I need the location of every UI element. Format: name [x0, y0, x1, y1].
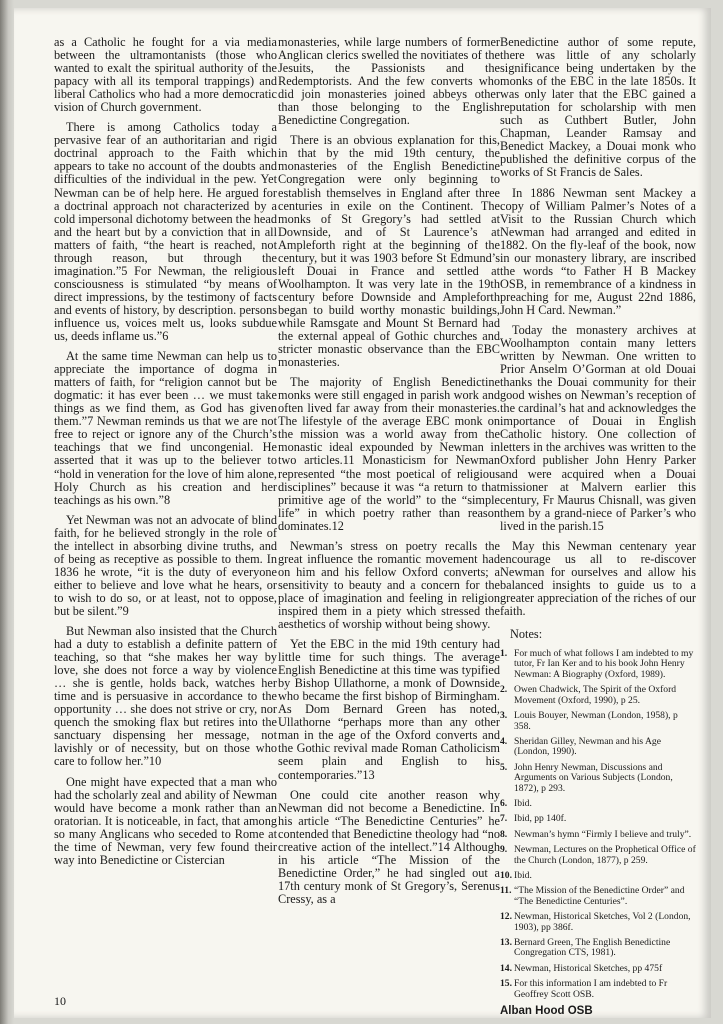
- paragraph: Today the monastery archives at Woolhampton contain many letters written by Newman. One written to Prior Anselm O’Gorman at old Douai thanks the Douai community for their good wishes on Newman’s reception of the cardinal’s hat and acknowledges the importance of Douai in English Catholic history. One collection of letters in the archives was written to the Oxford publisher John Henry Parker and were acquired when a Douai missioner at Malvern earlier this century, Fr Maurus Chisnall, was given them by a grand-niece of Parker’s who lived in the parish.15: [500, 322, 696, 533]
- note-text: For this information I am indebted to Fr Geoffrey Scott OSB.: [514, 978, 668, 1000]
- note-number: 1.: [500, 648, 508, 660]
- paragraph: May this Newman centenary year encourage us all to re-discover Newman for ourselves and allow his balanced insights to guide us to a greater appreciation of the riches of our faith.: [500, 538, 696, 618]
- note-item: [500, 912, 696, 933]
- note-number: 10.: [500, 869, 512, 881]
- note-text: Newman, Historical Sketches, Vol 2 (London, 1903), pp 386f.: [514, 911, 691, 933]
- note-item: [500, 871, 696, 881]
- note-number: 2.: [500, 684, 508, 696]
- note-text: Bernard Green, The English Benedictine Congregation CTS, 1981).: [514, 937, 671, 959]
- note-text: Ibid.: [514, 869, 532, 881]
- paragraph: Newman’s stress on poetry recalls the great influence the romantic movement had on him and his fellow Oxford converts; a sensitivity to beauty and a concern for the place of imagination and feeling in religion inspired them in a piety which stressed the aesthetics of worship without being showy.: [278, 538, 500, 632]
- paragraph: One could cite another reason why Newman did not become a Benedictine. In his article “The Benedictine Centuries” he contended that Benedictine theology had “no creative action of the intellect.”14 Although in his article “The Mission of the Benedictine Order,” he had singled out a 17th century monk of St Gregory’s, Serenus Cressy, as a: [278, 787, 500, 906]
- paragraph: One might have expected that a man who had the scholarly zeal and ability of Newman would have become a monk rather than an oratorian. It is noticeable, in fact, that among so many Anglicans who seceded to Rome at the time of Newman, very few found their way into Benedictine or Cistercian: [54, 774, 277, 867]
- note-text: For much of what follows I am indebted to my tutor, Fr Ian Ker and to his book John Henry Newman: A Biography (Oxford, 1989).: [514, 648, 694, 680]
- paragraph: Yet Newman was not an advocate of blind faith, for he believed strongly in the role of the intellect in absorbing divine truths, and of being as receptive as possible to them. In 1836 he wrote, “it is the duty of everyone either to believe and love what he hears, or to wish to do so, or at least, not to oppose, but be silent.”9: [54, 512, 277, 618]
- paragraph: Yet the EBC in the mid 19th century had little time for such things. The average English Benedictine at this time was typified by Bishop Ullathorne, a monk of Downside who became the first bishop of Birmingham. As Dom Bernard Green has noted, Ullathorne “perhaps more than any other man in the age of the Oxford converts and the Gothic revival made Roman Catholicism seem plain and English to his contemporaries.”13: [278, 637, 500, 782]
- note-number: 8.: [500, 828, 508, 840]
- note-text: Louis Bouyer, Newman (London, 1958), p 358.: [514, 710, 678, 732]
- note-text: “The Mission of the Benedictine Order” and “The Benedictine Centuries”.: [514, 885, 685, 907]
- note-number: 5.: [500, 761, 508, 773]
- notes-list: [500, 649, 696, 1000]
- paragraph: as a Catholic he fought for a via media between the ultramontanists (those who wanted to exalt the spiritual authority of the papacy with all its temporal trappings) and liberal Catholics who had a more democratic vision of Church government.: [54, 35, 277, 115]
- note-item: [500, 938, 696, 959]
- note-item: [500, 979, 696, 1000]
- note-number: 15.: [500, 978, 512, 990]
- note-item: [500, 830, 696, 840]
- note-number: 11.: [500, 885, 512, 897]
- text-column-3: [500, 36, 696, 1018]
- article-page: [14, 8, 711, 1018]
- note-item: [500, 685, 696, 706]
- paragraph: But Newman also insisted that the Church had a duty to establish a definite pattern of teaching, so that “she makes her way by love, she does not force a way by violence … she is gentle, holds back, watches her time and is persuasive in accordance to the opportunity … she does not strive or cry, nor quench the smoking flax but retires into the sanctuary dispensing her message, not lavishly or of necessity, but on those who care to follow her.”10: [54, 624, 277, 769]
- note-number: 9.: [500, 844, 508, 856]
- note-item: [500, 737, 696, 758]
- note-item: [500, 799, 696, 809]
- page-number: 10: [54, 994, 66, 1008]
- paragraph: There is among Catholics today a pervasive fear of an authoritarian and rigid doctrinal approach to the Faith which appears to take no account of the doubts and difficulties of the individual in the pew. Yet Newman can be of help here. He argued for a doctrinal approach not characterized by a cold impersonal dichotomy between the head and the heart but by a conviction that in all matters of faith, “the heart is reached, not through reason, but through the imagination.”5 For Newman, the religious consciousness is stimulated “by means of direct impressions, by the testimony of facts and events of history, by description. persons influence us, voices melt us, looks subdue us, deeds inflame us.”6: [54, 120, 277, 344]
- note-number: 13.: [500, 937, 512, 948]
- note-item: [500, 886, 696, 907]
- note-number: 14.: [500, 962, 512, 974]
- book-binding-shadow: [0, 0, 14, 1024]
- note-item: [500, 711, 696, 732]
- paragraph: At the same time Newman can help us to appreciate the importance of dogma in matters of faith, for “religion cannot but be dogmatic: it has ever been … we must take things as we find them, as God has given them.”7 Newman reminds us that we are not free to reject or ignore any of the Church’s teachings that we find uncongenial. He asserted that it was up to the believer to “hold in veneration for the love of him alone, Holy Church as his creation and her teachings as his own.”8: [54, 349, 277, 507]
- note-item: [500, 814, 696, 824]
- note-item: [500, 845, 696, 866]
- paragraph: monasteries, while large numbers of former Anglican clerics swelled the novitiates of the Jesuits, the Passionists and the Redemptorists. And the few converts who did join monasteries joined abbeys other than those belonging to the English Benedictine Congregation.: [278, 35, 500, 128]
- paragraph: The majority of English Benedictine monks were still engaged in parish work and often lived far away from their monasteries. The lifestyle of the average EBC monk on the mission was a world away from the monastic ideal expounded by Newman in two articles.11 Monasticism for Newman represented “the most poetical of religious disciplines” because it was “a return to that primitive age of the world” to the “simple life” in which poetry rather than reason dominates.12: [278, 375, 500, 533]
- note-number: 6.: [500, 797, 508, 809]
- note-item: [500, 649, 696, 680]
- note-text: Ibid.: [514, 797, 532, 809]
- paragraph: In 1886 Newman sent Mackey a copy of William Palmer’s Notes of a Visit to the Russian Church which Newman had arranged and edited in 1882. On the fly-leaf of the book, now in our monastery library, are inscribed the words “to Father H B Mackey OSB, in remembrance of a kindness in preaching for me, August 22nd 1886, John H Card. Newman.”: [500, 185, 696, 317]
- paragraph: Benedictine author of some repute, there was little of any scholarly significance being undertaken by the monks of the EBC in the late 1850s. It was only later that the EBC gained a reputation for scholarship with men such as Cuthbert Butler, John Chapman, Leander Ramsay and Benedict Mackey, a Douai monk who published the definitive corpus of the works of St Francis de Sales.: [500, 35, 696, 180]
- note-text: John Henry Newman, Discussions and Arguments on Various Subjects (London, 1872), p 293.: [514, 761, 673, 794]
- note-text: Newman’s hymn “Firmly I believe and truly”.: [514, 828, 692, 840]
- note-text: Owen Chadwick, The Spirit of the Oxford Movement (Oxford, 1990), p 25.: [514, 684, 677, 706]
- note-text: Newman, Historical Sketches, pp 475f: [514, 962, 663, 974]
- note-number: 12.: [500, 911, 512, 923]
- note-item: [500, 763, 696, 794]
- note-number: 3.: [500, 710, 508, 722]
- notes-heading: Notes:: [510, 627, 543, 642]
- text-column-1: [54, 36, 277, 874]
- note-text: Sheridan Gilley, Newman and his Age (London, 1990).: [514, 735, 661, 758]
- note-item: [500, 964, 696, 974]
- note-number: 4.: [500, 735, 508, 747]
- text-column-2: [278, 36, 500, 913]
- paragraph: There is an obvious explanation for this, in that by the mid 19th century, the monasteries of the English Benedictine Congregation were only beginning to establish themselves in England after three centuries in exile on the Continent. The monks of St Gregory’s had settled at Downside, and of St Laurence’s at Ampleforth right at the beginning of the century, but it was 1903 before St Edmund’s left Douai in France and settled at Woolhampton. It was very late in the 19th century before Downside and Ampleforth began to build worthy monastic buildings, while Ramsgate and Mount St Bernard had the external appeal of Gothic churches and stricter monastic observance than the EBC monasteries.: [278, 133, 500, 370]
- note-number: 7.: [500, 813, 508, 825]
- author-signature: Alban Hood OSB: [500, 1005, 593, 1018]
- note-text: Ibid, pp 140f.: [514, 813, 567, 825]
- note-text: Newman, Lectures on the Prophetical Office of the Church (London, 1877), p 259.: [514, 844, 696, 866]
